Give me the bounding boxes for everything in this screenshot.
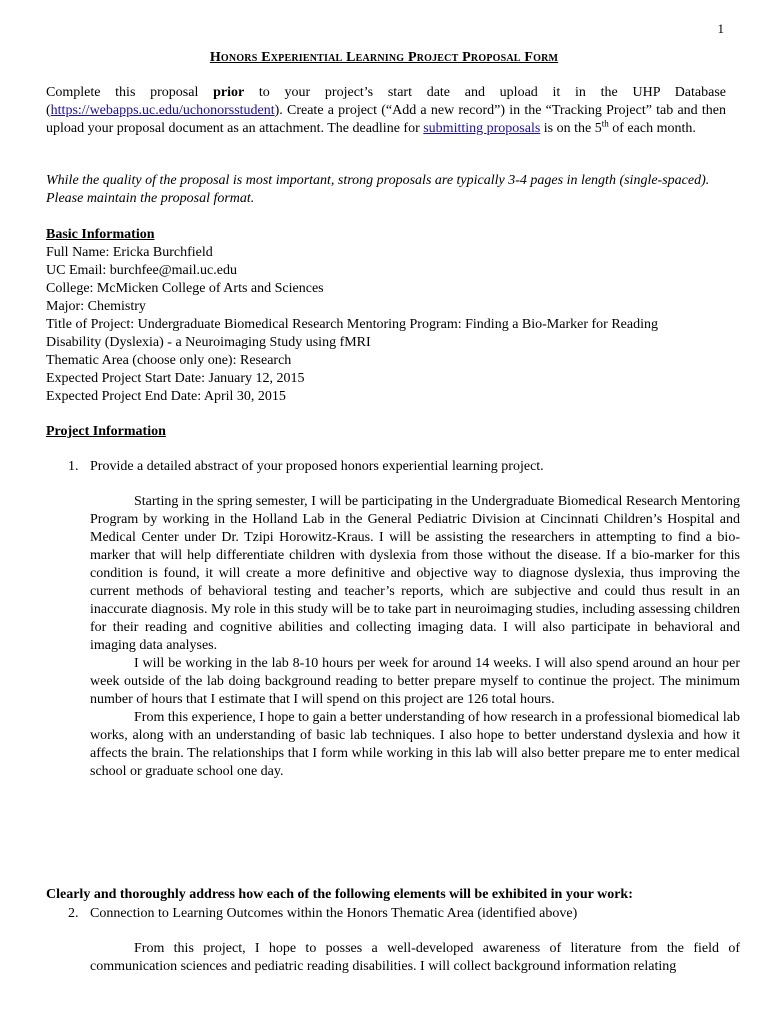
question-1-text: Provide a detailed abstract of your proposed honors experiential learning project.	[90, 459, 544, 474]
submitting-proposals-link[interactable]: submitting proposals	[423, 121, 541, 136]
uhp-database-link[interactable]: https://webapps.uc.edu/uchonorsstudent	[50, 103, 275, 118]
quality-note: While the quality of the proposal is most important, strong proposals are typically 3-4 pages in length (single-spaced). Please maintain the proposal format.	[46, 173, 710, 206]
uc-email-line: UC Email: burchfee@mail.uc.edu	[46, 263, 237, 278]
intro-text-2: to your project’s start date and upload it in the UHP Database (	[46, 85, 726, 118]
project-title-line-cont: Disability (Dyslexia) - a Neuroimaging Study using fMRI	[46, 335, 371, 350]
project-title-line: Title of Project: Undergraduate Biomedical Research Mentoring Program: Finding a Bio-Marker for Reading	[46, 317, 658, 332]
abstract-paragraph-3: From this experience, I hope to gain a better understanding of how research in a professional biomedical lab works, along with an understanding of basic lab techniques. I also hope to better understand dyslexia and how it affects the brain. The relationships that I form while working in this lab will also better prepare me to enter medical school or graduate school one day.	[90, 710, 740, 779]
intro-text-4: is on the 5	[540, 121, 602, 136]
form-title: Honors Experiential Learning Project Proposal Form	[209, 50, 559, 65]
question-2-text: Connection to Learning Outcomes within the Honors Thematic Area (identified above)	[90, 906, 578, 921]
intro-text-1: Complete this proposal	[46, 85, 214, 100]
intro-text-3: ). Create a project (“Add a new record”) in the “Tracking Project” tab and then upload your proposal document as an attachment. The deadline for	[46, 103, 726, 136]
full-name-line: Full Name: Ericka Burchfield	[46, 245, 213, 260]
abstract-answer	[90, 493, 740, 781]
basic-information-section	[46, 226, 726, 406]
abstract-paragraph-2: I will be working in the lab 8-10 hours per week for around 14 weeks. I will also spend around an hour per week outside of the lab doing background reading to better prepare myself to continue the project. The minimum number of hours that I estimate that I will spend on this project are 126 total hours.	[90, 656, 740, 707]
question-1-number: 1.	[68, 459, 79, 474]
elements-heading: Clearly and thoroughly address how each of the following elements will be exhibited in your work:	[46, 887, 633, 902]
abstract-paragraph-1: Starting in the spring semester, I will be participating in the Undergraduate Biomedical Research Mentoring Program by working in the Holland Lab in the General Pediatric Division at Cincinnati Children’s Hospital and Medical Center under Dr. Tzipi Horowitz-Kraus. I will be assisting the researchers in attempting to find a bio-marker that will help differentiate children with dyslexia from those without the disease. If a bio-marker for this condition is found, it will create a more definitive and objective way to diagnose dyslexia, thus improving the current methods of behavioral testing and teacher’s reports, which are subjective and could thus result in an inaccurate diagnosis. My role in this study will be to take part in neuroimaging studies, including assessing children for their reading and cognitive abilities and collecting imaging data. I will also participate in behavioral and imaging data analyses.	[90, 494, 740, 653]
major-line: Major: Chemistry	[46, 299, 146, 314]
start-date-line: Expected Project Start Date: January 12, 2015	[46, 371, 305, 386]
learning-outcomes-answer	[90, 940, 740, 976]
intro-superscript: th	[601, 118, 609, 129]
thematic-area-line: Thematic Area (choose only one): Research	[46, 353, 292, 368]
page-number: 1	[717, 21, 724, 36]
intro-bold-prior: prior	[213, 85, 245, 100]
intro-paragraph	[46, 84, 726, 138]
project-information-heading: Project Information	[46, 424, 166, 439]
question-2-number: 2.	[68, 906, 79, 921]
end-date-line: Expected Project End Date: April 30, 2015	[46, 389, 286, 404]
intro-text-5: of each month.	[608, 121, 696, 136]
college-line: College: McMicken College of Arts and Sciences	[46, 281, 324, 296]
learning-outcomes-paragraph: From this project, I hope to posses a well-developed awareness of literature from the field of communication sciences and pediatric reading disabilities. I will collect background information relating	[90, 941, 740, 974]
basic-information-heading: Basic Information	[46, 227, 155, 242]
